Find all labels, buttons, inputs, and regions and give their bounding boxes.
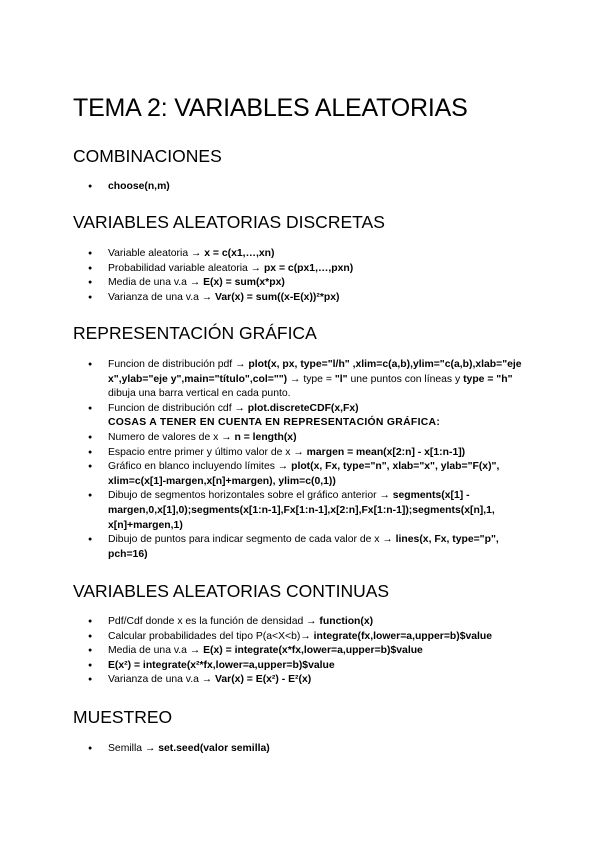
section-heading-combinaciones: COMBINACIONES: [73, 146, 222, 166]
muestreo-list: [0, 742, 528, 757]
list-item: ● Media de una v.a → E(x) = integrate(x*fx,lower=a,upper=b)$value: [0, 644, 528, 659]
grafica-list: [0, 358, 528, 562]
list-item: ● E(x²) = integrate(x²*fx,lower=a,upper=b)$value: [0, 659, 528, 674]
list-item: ● Pdf/Cdf donde x es la función de densidad → function(x): [0, 615, 528, 630]
list-item: ● Gráfico en blanco incluyendo límites → plot(x, Fx, type="n", xlab="x", ylab="F(x)", xlim=c(x[1]-margen,x[n]+margen), ylim=c(0,1)): [0, 460, 528, 489]
list-item: ● Dibujo de puntos para indicar segmento de cada valor de x → lines(x, Fx, type="p", pch=16): [0, 533, 528, 562]
combinaciones-list: [0, 180, 528, 195]
list-item: ● Espacio entre primer y último valor de x → margen = mean(x[2:n] - x[1:n-1]): [0, 446, 528, 461]
note-text: COSAS A TENER EN CUENTA EN REPRESENTACIÓN GRÁFICA:: [108, 417, 441, 429]
section-heading-continuas: VARIABLES ALEATORIAS CONTINUAS: [73, 581, 390, 601]
list-item: ● Numero de valores de x → n = length(x): [0, 431, 528, 446]
list-item: ● Varianza de una v.a → Var(x) = sum((x-E(x))²*px): [0, 291, 528, 306]
section-heading-discretas: VARIABLES ALEATORIAS DISCRETAS: [73, 212, 385, 232]
page-title: TEMA 2: VARIABLES ALEATORIAS: [73, 94, 468, 122]
list-item: ● Varianza de una v.a → Var(x) = E(x²) - E²(x): [0, 673, 528, 688]
list-item: ● Variable aleatoria → x = c(x1,…,xn): [0, 247, 528, 262]
continuas-list: [0, 615, 528, 688]
list-item: ● Dibujo de segmentos horizontales sobre el gráfico anterior → segments(x[1] -margen,0,x[1],0);segments(x[1:n-1],Fx[1:n-1],x[2:n],Fx[1:n-1]);segments(x[n],1, x[n]+margen,1): [0, 489, 528, 533]
discretas-list: [0, 247, 528, 305]
list-item: ● Funcion de distribución cdf → plot.discreteCDF(x,Fx) COSAS A TENER EN CUENTA EN REPRESENTACIÓN GRÁFICA:: [0, 402, 528, 431]
list-item: ● Probabilidad variable aleatoria → px = c(px1,…,pxn): [0, 262, 528, 277]
list-item: ● Calcular probabilidades del tipo P(a<X<b)→ integrate(fx,lower=a,upper=b)$value: [0, 630, 528, 645]
list-item: ● choose(n,m): [0, 180, 528, 195]
section-heading-muestreo: MUESTREO: [73, 707, 173, 727]
list-item: ● Media de una v.a → E(x) = sum(x*px): [0, 276, 528, 291]
list-item: ● Semilla → set.seed(valor semilla): [0, 742, 528, 757]
section-heading-grafica: REPRESENTACIÓN GRÁFICA: [73, 323, 317, 343]
list-item: ● Funcion de distribución pdf → plot(x, px, type="l/h" ,xlim=c(a,b),ylim="c(a,b),xlab="eje x",ylab="eje y",main="título",col="") → type = "l" une puntos con líneas y type = "h" dibuja una barra vertical en cada punto.: [0, 358, 528, 402]
